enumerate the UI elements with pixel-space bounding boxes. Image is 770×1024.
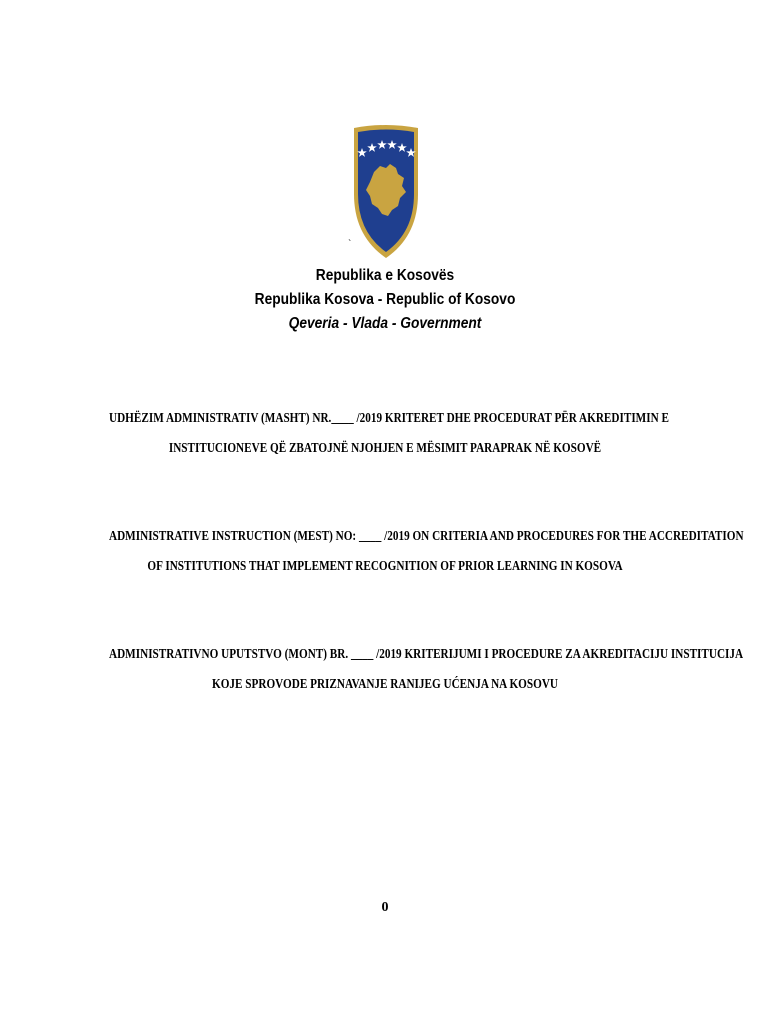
document-title-english bbox=[40, 522, 744, 582]
title-english-line-1: ADMINISTRATIVE INSTRUCTION (MEST) NO: ____ /2019 ON CRITERIA AND PROCEDURES FOR THE ACCREDITATION bbox=[109, 529, 744, 544]
government-header bbox=[0, 264, 770, 336]
document-title-albanian bbox=[40, 404, 730, 464]
republic-title-albanian: Republika e Kosovës bbox=[315, 267, 455, 284]
kosovo-coat-of-arms-icon bbox=[352, 124, 420, 260]
tick-mark: ` bbox=[348, 239, 352, 250]
title-albanian-line-1: UDHËZIM ADMINISTRATIV (MASHT) NR.____ /2019 KRITERET DHE PROCEDURAT PËR AKREDITIMIN E bbox=[109, 411, 669, 426]
title-serbian-line-1: ADMINISTRATIVNO UPUTSTVO (MONT) BR. ____ /2019 KRITERIJUMI I PROCEDURE ZA AKREDITACIJU INSTITUCIJA bbox=[109, 647, 744, 662]
title-serbian-line-2: KOJE SPROVODE PRIZNAVANJE RANIJEG UĆENJA NA KOSOVU bbox=[212, 677, 558, 692]
document-title-serbian bbox=[40, 640, 744, 700]
title-albanian-line-2: INSTITUCIONEVE QË ZBATOJNË NJOHJEN E MËSIMIT PARAPRAK NË KOSOVË bbox=[168, 441, 602, 456]
page-number: 0 bbox=[381, 900, 389, 915]
republic-title-serbian-english: Republika Kosova - Republic of Kosovo bbox=[254, 291, 516, 308]
title-english-line-2: OF INSTITUTIONS THAT IMPLEMENT RECOGNITION OF PRIOR LEARNING IN KOSOVA bbox=[147, 559, 623, 574]
government-title: Qeveria - Vlada - Government bbox=[288, 315, 482, 332]
